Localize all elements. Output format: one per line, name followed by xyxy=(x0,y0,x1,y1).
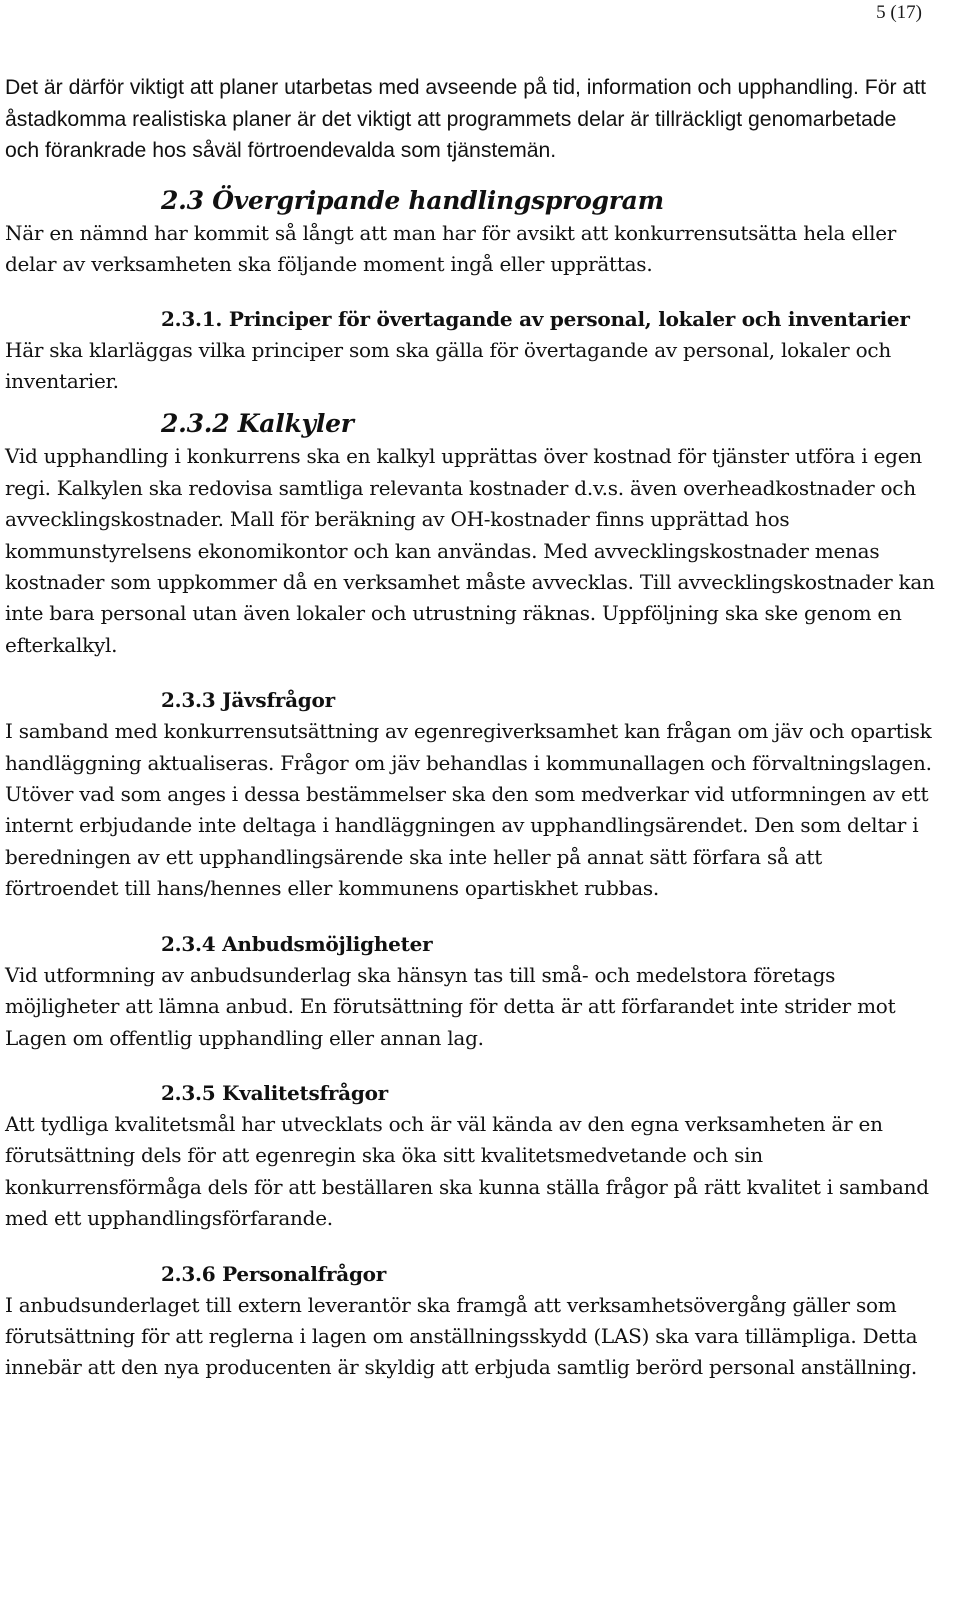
section-body-2-3-4: Vid utformning av anbudsunderlag ska hänsyn tas till små- och medelstora företags möjligheter att lämna anbud. En förutsättning för detta är att förfarandet inte strider mot Lagen om offentlig upphandling eller annan lag. xyxy=(5,962,896,1050)
document-body xyxy=(5,72,935,1384)
section-body-2-3-1: Här ska klarläggas vilka principer som ska gälla för övertagande av personal, lokaler och inventarier. xyxy=(5,337,891,393)
section-body-2-3-3: I samband med konkurrensutsättning av egenregiverksamhet kan frågan om jäv och opartisk handläggning aktualiseras. Frågor om jäv behandlas i kommunallagen och förvaltningslagen. Utöver vad som anges i dessa bestämmelser ska den som medverkar vid utformningen av ett internt erbjudande inte deltaga i handläggningen av upphandlingsärendet. Den som deltar i beredningen av ett upphandlingsärende ska inte heller på annat sätt förfara så att förtroendet till hans/hennes eller kommunens opartiskhet rubbas. xyxy=(5,719,932,901)
page-number: 5 (17) xyxy=(876,2,922,23)
section-heading-2-3-6: 2.3.6 Personalfrågor xyxy=(161,1261,387,1286)
section-heading-2-3-4: 2.3.4 Anbudsmöjligheter xyxy=(161,931,433,956)
section-heading-2-3: 2.3 Övergripande handlingsprogram xyxy=(161,185,664,215)
intro-paragraph: Det är därför viktigt att planer utarbetas med avseende på tid, information och upphandling. För att åstadkomma realistiska planer är det viktigt att programmets delar är tillräckligt genomarbetade och förankrade hos såväl förtroendevalda som tjänstemän. xyxy=(5,76,927,163)
section-body-2-3-2: Vid upphandling i konkurrens ska en kalkyl upprättas över kostnad för tjänster utföra i egen regi. Kalkylen ska redovisa samtliga relevanta kostnader d.v.s. även overheadkostnader och avvecklingskostnader. Mall för beräkning av OH-kostnader finns upprättad hos kommunstyrelsens ekonomikontor och kan användas. Med avvecklingskostnader menas kostnader som uppkommer då en verksamhet måste avvecklas. Till avvecklingskostnader kan inte bara personal utan även lokaler och utrustning räknas. Uppföljning ska ske genom en efterkalkyl. xyxy=(5,444,935,657)
section-body-2-3-5: Att tydliga kvalitetsmål har utvecklats och är väl kända av den egna verksamheten är en förutsättning dels för att egenregin ska öka sitt kvalitetsmedvetande och sin konkurrensförmåga dels för att beställaren ska kunna ställa frågor på rätt kvalitet i samband med ett upphandlingsförfarande. xyxy=(5,1111,929,1231)
section-heading-2-3-5: 2.3.5 Kvalitetsfrågor xyxy=(161,1080,388,1105)
section-body-2-3: När en nämnd har kommit så långt att man har för avsikt att konkurrensutsätta hela eller delar av verksamheten ska följande moment ingå eller upprättas. xyxy=(5,220,897,277)
section-heading-2-3-3: 2.3.3 Jävsfrågor xyxy=(161,688,335,713)
section-heading-2-3-1: 2.3.1. Principer för övertagande av personal, lokaler och inventarier xyxy=(161,306,910,331)
section-body-2-3-6: I anbudsunderlaget till extern leverantör ska framgå att verksamhetsövergång gäller som förutsättning för att reglerna i lagen om anställningsskydd (LAS) ska vara tillämpliga. Detta innebär att den nya producenten är skyldig att erbjuda samtlig berörd personal anställning. xyxy=(5,1292,918,1380)
section-heading-2-3-2: 2.3.2 Kalkyler xyxy=(161,409,354,439)
